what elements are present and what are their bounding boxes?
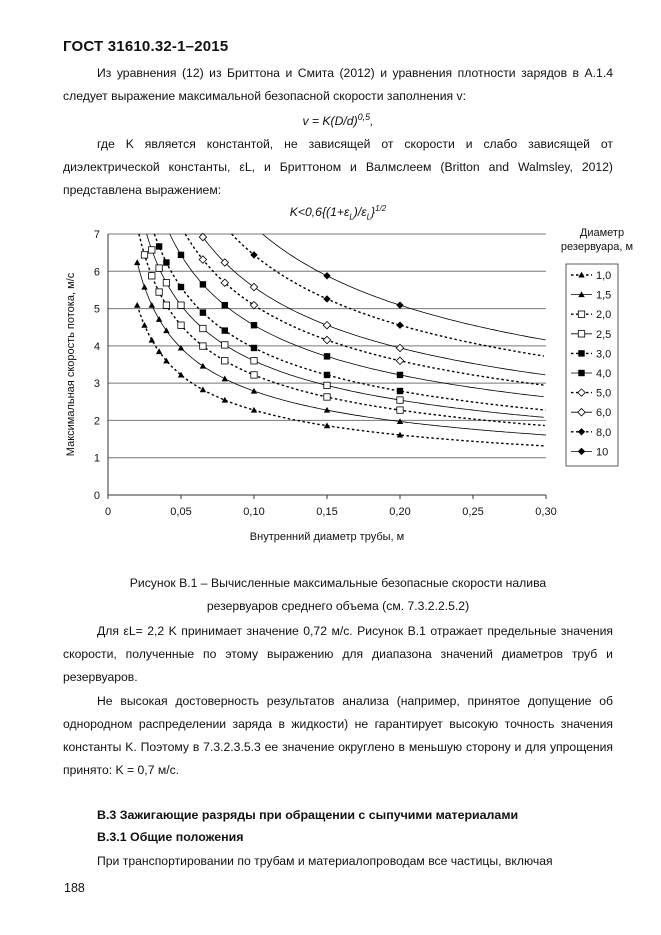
y-tick-label: 1: [93, 452, 100, 465]
data-point: [396, 322, 403, 329]
x-tick-label: 0: [104, 506, 112, 518]
data-point: [578, 350, 584, 356]
series-2-5: [147, 234, 544, 417]
body-paragraph-5: При транспортировании по трубам и материалопроводам все частицы, включая: [97, 854, 553, 868]
body-paragraph-4: Не высокая достоверность результатов анализа (например, принятое допущение об однородном распределении заряда в жидкости) не гарантирует высокую точность значения константы K. Поэтому в 7.3.2.3.5.3 ее значение округлено в меньшую сторону и для упрощения принято: K = 0,7 м/с.: [63, 694, 613, 777]
data-point: [178, 284, 184, 290]
intro-paragraph-2: где K является константой, не зависящей от скорости и слабо зависящей от диэлектрической константы, εL, и Бриттоном и Валмслеем (Britton and Walmsley, 2012) представлена выражением:: [63, 137, 613, 197]
formula-constant: $K<0,6\{(1+\varepsilon_L)/\varepsilon_L\}^{1/2}$: [289, 204, 387, 222]
data-point: [250, 283, 257, 290]
data-point: [397, 397, 403, 403]
data-point: [578, 370, 584, 376]
data-point: [163, 259, 169, 265]
data-point: [134, 302, 140, 308]
series-line: [170, 234, 544, 397]
series-line: [154, 234, 545, 410]
body-paragraph-3: Для εL= 2,2 K принимает значение 0,72 м/с. Рисунок B.1 отражает предельные значения скорости, полученные по этому выражению для диапазона значений диаметров труб и резервуаров.: [63, 624, 613, 684]
data-point: [323, 336, 330, 343]
x-tick-label: 0,20: [389, 506, 411, 518]
chart-svg: [62, 222, 634, 552]
x-tick-label: 0,30: [535, 506, 557, 518]
figure-caption-line-1: Рисунок B.1 – Вычисленные максимальные безопасные скорости налива: [129, 576, 547, 590]
intro-paragraph-1: Из уравнения (12) из Бриттона и Смита (2012) и уравнения плотности зарядов в А.1.4 следует выражение максимальной безопасной скорости заполнения v:: [63, 66, 613, 103]
page-number: 188: [64, 881, 85, 895]
data-point: [251, 407, 257, 413]
y-axis-label: Максимальная скорость потока, м/с: [65, 272, 77, 457]
velocity-chart: [62, 222, 634, 552]
data-point: [222, 302, 228, 308]
data-point: [149, 273, 155, 279]
data-point: [156, 265, 162, 271]
series-line: [137, 263, 546, 436]
series-10: [263, 234, 546, 340]
figure-caption-line-2: резервуаров среднего объема (см. 7.3.2.2.5.2): [206, 599, 470, 613]
data-point: [178, 322, 184, 328]
legend-label: 10: [596, 446, 609, 459]
data-point: [250, 301, 257, 308]
data-point: [134, 259, 140, 265]
section-title-b31: B.3.1 Общие положения: [97, 830, 244, 844]
chart-axes: [65, 229, 557, 543]
data-point: [163, 280, 169, 286]
legend-title: резервуара, м: [560, 241, 634, 253]
series-line: [137, 305, 546, 446]
data-point: [251, 388, 257, 394]
data-point: [324, 353, 330, 359]
document-header: ГОСТ 31610.32-1–2015: [63, 38, 229, 55]
data-point: [200, 309, 206, 315]
data-point: [141, 252, 147, 258]
y-tick-label: 6: [93, 266, 100, 279]
y-tick-label: 0: [93, 490, 100, 502]
legend-label: 2,0: [596, 309, 612, 322]
data-point: [323, 272, 330, 279]
legend-label: 3,0: [596, 348, 612, 361]
formula-velocity: $v = K(D/d)^{0,5}$,: [302, 112, 374, 129]
y-tick-label: 5: [93, 303, 100, 316]
x-tick-label: 0,25: [462, 506, 484, 518]
data-point: [397, 388, 403, 394]
data-point: [251, 358, 257, 364]
data-point: [156, 289, 162, 295]
series-3-0: [154, 234, 545, 410]
legend-title: Диаметр: [579, 227, 625, 239]
chart-series: [134, 233, 546, 446]
data-point: [397, 372, 403, 378]
data-point: [200, 343, 206, 349]
data-point: [578, 331, 584, 337]
data-point: [251, 345, 257, 351]
legend-label: 4,0: [596, 368, 612, 380]
legend-label: 8,0: [596, 426, 612, 439]
x-tick-label: 0,10: [243, 506, 265, 518]
data-point: [149, 337, 155, 343]
data-point: [323, 322, 330, 329]
y-tick-label: 4: [93, 340, 100, 353]
data-point: [149, 247, 155, 253]
data-point: [200, 281, 206, 287]
data-point: [156, 316, 162, 322]
data-point: [324, 394, 330, 400]
data-point: [397, 407, 403, 413]
data-point: [141, 322, 147, 328]
x-tick-label: 0,05: [170, 506, 192, 518]
data-point: [156, 348, 162, 354]
data-point: [163, 327, 169, 333]
series-5-0: [185, 234, 544, 385]
series-4-0: [170, 234, 544, 397]
data-point: [163, 302, 169, 308]
data-point: [156, 243, 162, 249]
data-point: [396, 301, 403, 308]
data-point: [178, 302, 184, 308]
data-point: [222, 358, 228, 364]
data-point: [251, 322, 257, 328]
data-point: [578, 311, 584, 317]
data-point: [323, 295, 330, 302]
legend-label: 5,0: [596, 387, 612, 400]
y-tick-label: 3: [93, 378, 100, 391]
series-line: [185, 234, 544, 385]
legend-label: 1,5: [596, 289, 612, 302]
data-point: [200, 325, 206, 331]
data-point: [200, 363, 206, 369]
legend-label: 1,0: [596, 270, 612, 282]
chart-legend: [561, 227, 633, 466]
x-tick-label: 0,15: [316, 506, 338, 518]
data-point: [324, 372, 330, 378]
section-title-b3: B.3 Зажигающие разряды при обращении с сыпучими материалами: [97, 808, 519, 822]
data-point: [141, 284, 147, 290]
y-tick-label: 7: [93, 229, 100, 241]
data-point: [178, 252, 184, 258]
y-tick-label: 2: [93, 415, 100, 428]
legend-label: 6,0: [596, 407, 612, 420]
data-point: [149, 302, 155, 308]
series-1-5: [134, 259, 546, 435]
data-point: [396, 357, 403, 364]
series-1-0: [134, 302, 546, 446]
data-point: [222, 327, 228, 333]
data-point: [251, 372, 257, 378]
data-point: [222, 342, 228, 348]
data-point: [324, 382, 330, 388]
data-point: [222, 376, 228, 382]
data-point: [200, 387, 206, 393]
series-line: [263, 234, 546, 340]
x-axis-label: Внутренний диаметр трубы, м: [249, 531, 405, 543]
legend-label: 2,5: [596, 328, 612, 341]
